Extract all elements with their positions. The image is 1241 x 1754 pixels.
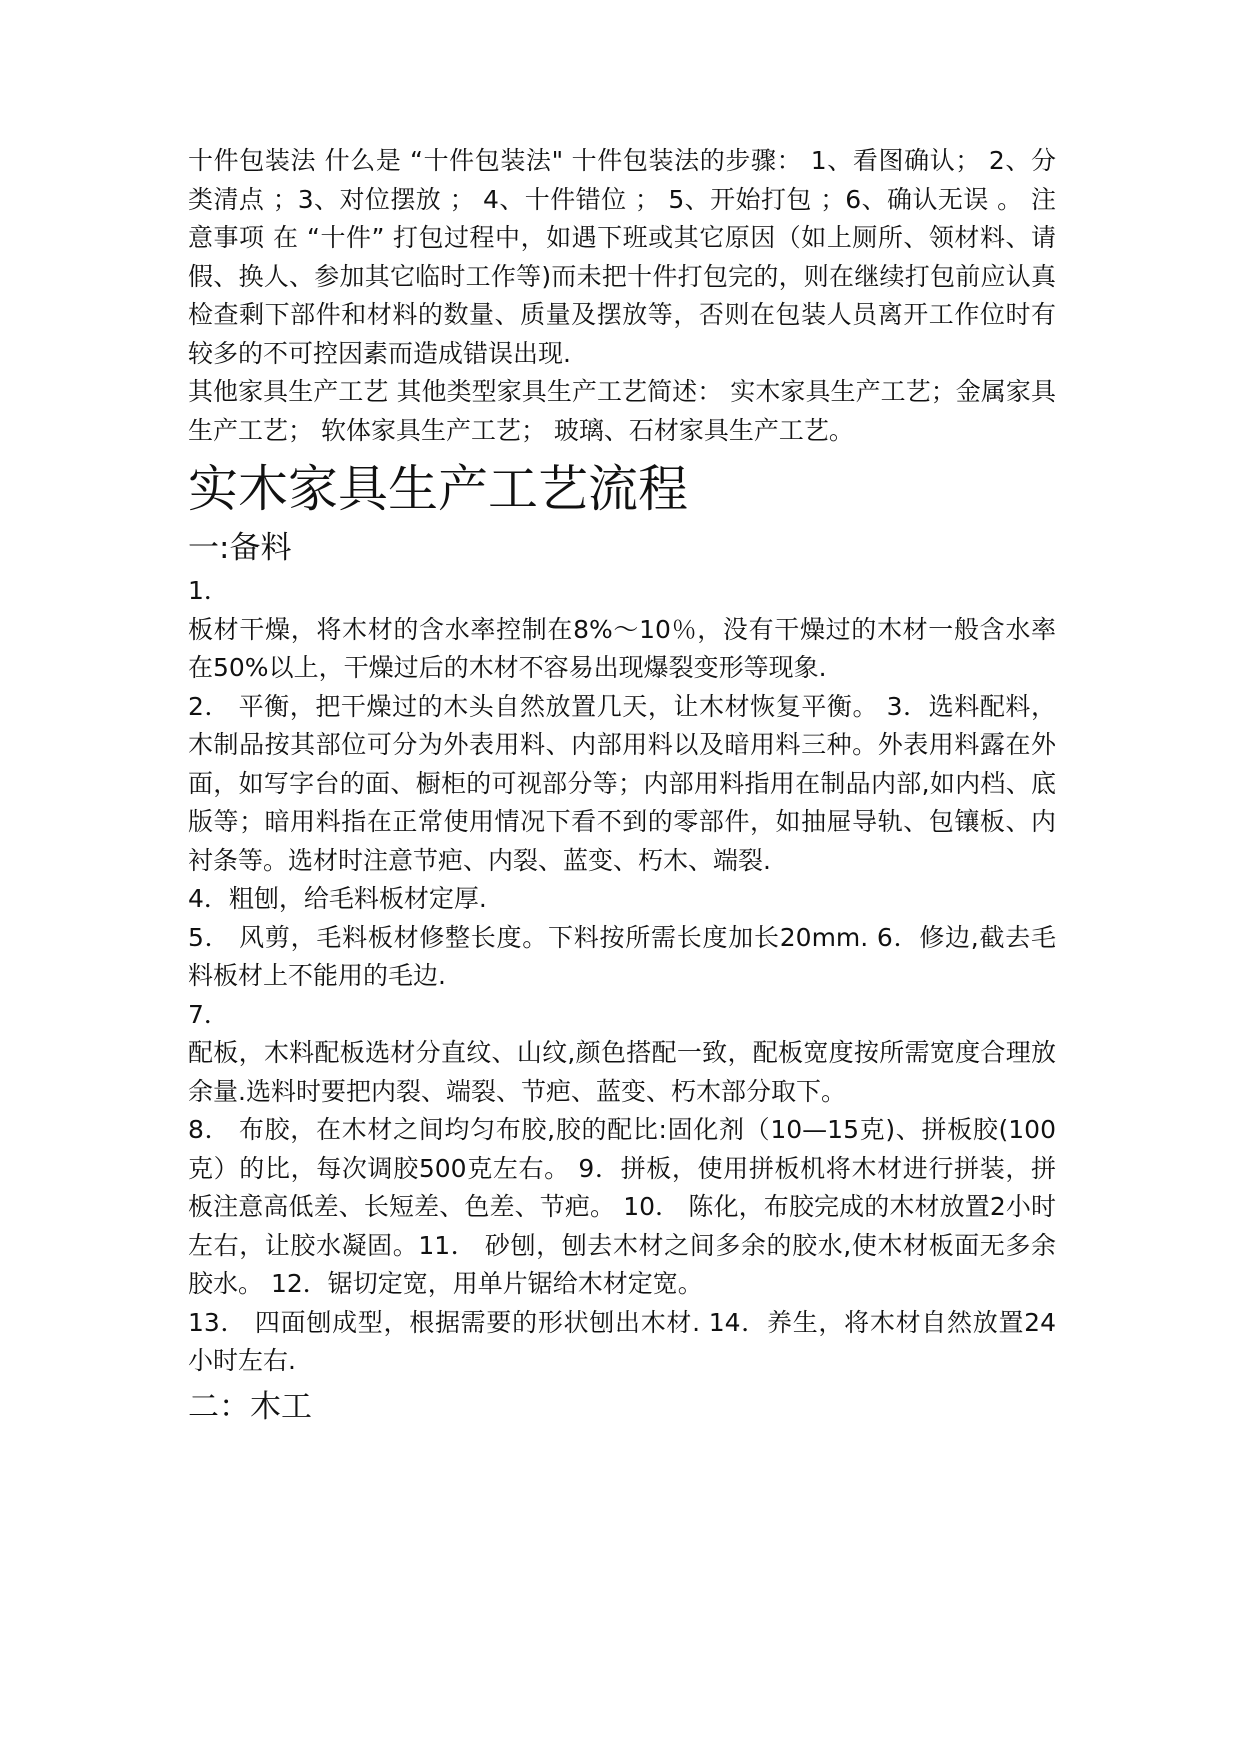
- steps-8-12-paragraph: 8． 布胶，在木材之间均匀布胶,胶的配比:固化剂（10—15克)、拼板胶(100克）的比，每次调胶500克左右。 9．拼板，使用拼板机将木材进行拼装，拼板注意高低差、长短差、色差、节疤。 10． 陈化，布胶完成的木材放置2小时左右，让胶水凝固。11． 砂刨，刨去木材之间多余的胶水,使木材板面无多余胶水。 12．锯切定宽，用单片锯给木材定宽。: [188, 1115, 1056, 1298]
- other-processes-paragraph: 其他家具生产工艺 其他类型家具生产工艺简述： 实木家具生产工艺；金属家具生产工艺； 软体家具生产工艺； 玻璃、石材家具生产工艺。: [188, 377, 1056, 445]
- step-1-number: 1．: [188, 576, 229, 605]
- step-7-number: 7．: [188, 999, 229, 1029]
- step-1-text: 板材干燥，将木材的含水率控制在8%～10％，没有干燥过的木材一般含水率在50%以上，干燥过后的木材不容易出现爆裂变形等现象.: [188, 614, 1056, 682]
- steps-13-14-paragraph: 13． 四面刨成型，根据需要的形状刨出木材. 14．养生，将木材自然放置24小时左右.: [188, 1307, 1056, 1375]
- step-7-text: 配板，木料配板选材分直纹、山纹,颜色搭配一致，配板宽度按所需宽度合理放余量.选料时要把内裂、端裂、节疤、蓝变、朽木部分取下。: [188, 1038, 1056, 1106]
- document-page: [188, 142, 1056, 1429]
- section-title-preparation: 一:备料: [188, 530, 292, 566]
- section-title-woodwork: 二：木工: [188, 1388, 312, 1425]
- steps-2-3-paragraph: 2． 平衡，把干燥过的木头自然放置几天，让木材恢复平衡。 3．选料配料，木制品按其部位可分为外表用料、内部用料以及暗用料三种。外表用料露在外面，如写字台的面、橱柜的可视部分等；内部用料指用在制品内部,如内档、底版等；暗用料指在正常使用情况下看不到的零部件，如抽屉导轨、包镶板、内衬条等。选材时注意节疤、内裂、蓝变、朽木、端裂.: [188, 691, 1056, 875]
- intro-paragraph: 十件包装法 什么是 “十件包装法" 十件包装法的步骤： 1、看图确认； 2、分类清点 ；3、对位摆放 ； 4、十件错位 ； 5、开始打包 ；6、确认无误 。 注意事项 在 “十件” 打包过程中，如遇下班或其它原因（如上厕所、领材料、请假、换人、参加其它临时工作等)而未把十件打包完的，则在继续打包前应认真检查剩下部件和材料的数量、质量及摆放等，否则在包装人员离开工作位时有较多的不可控因素而造成错误出现.: [188, 146, 1056, 368]
- steps-5-6-paragraph: 5． 风剪，毛料板材修整长度。下料按所需长度加长20mm. 6．修边,截去毛料板材上不能用的毛边.: [188, 922, 1056, 990]
- step-4-paragraph: 4．粗刨，给毛料板材定厚.: [188, 884, 487, 913]
- main-title: 实木家具生产工艺流程: [188, 460, 688, 518]
